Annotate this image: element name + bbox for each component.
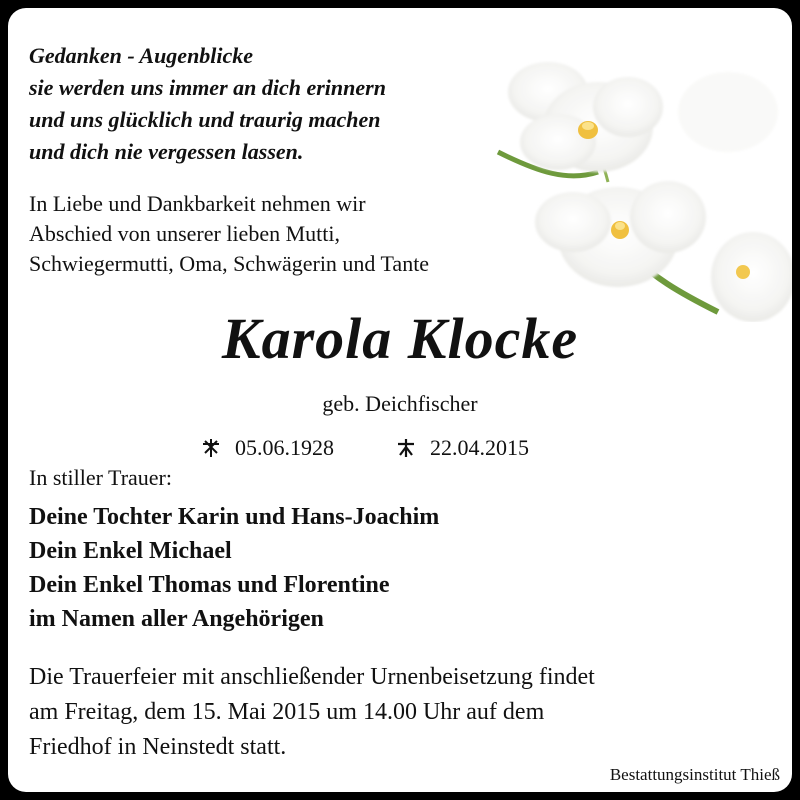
mourner-line: Dein Enkel Michael (29, 538, 232, 564)
birth-star-icon (201, 438, 221, 458)
mourner-line: im Namen aller Angehörigen (29, 606, 324, 632)
mourning-intro: In stiller Trauer: (29, 465, 172, 490)
intro-line: In Liebe und Dankbarkeit nehmen wir (29, 191, 366, 216)
poem-line: Gedanken - Augenblicke (29, 43, 254, 68)
undertaker-name: Bestattungsinstitut Thieß (609, 765, 780, 784)
funeral-line: Friedhof in Neinstedt statt. (29, 734, 287, 760)
mourners-list (29, 500, 439, 636)
deceased-name: Karola Klocke (221, 306, 579, 371)
birth-date: 05.06.1928 (235, 435, 334, 460)
funeral-line: Die Trauerfeier mit anschließender Urnenbeisetzung findet (29, 664, 595, 690)
intro-line: Abschied von unserer lieben Mutti, (29, 221, 340, 246)
orchid-image (478, 22, 792, 322)
poem-line: und dich nie vergessen lassen. (29, 139, 304, 164)
funeral-notice (29, 660, 595, 765)
birth-name: geb. Deichfischer (322, 391, 478, 416)
mourner-line: Deine Tochter Karin und Hans-Joachim (29, 504, 440, 530)
poem-line: und uns glücklich und traurig machen (29, 107, 381, 132)
intro-line: Schwiegermutti, Oma, Schwägerin und Tante (29, 251, 430, 276)
obituary-card (8, 8, 792, 792)
death-cross-icon (396, 438, 416, 458)
life-dates (201, 433, 529, 463)
poem (29, 40, 386, 168)
mourner-line: Dein Enkel Thomas und Florentine (29, 572, 390, 598)
farewell-intro (29, 189, 429, 279)
poem-line: sie werden uns immer an dich erinnern (29, 75, 386, 100)
funeral-line: am Freitag, dem 15. Mai 2015 um 14.00 Uhr auf dem (29, 699, 545, 725)
death-date: 22.04.2015 (430, 435, 529, 460)
